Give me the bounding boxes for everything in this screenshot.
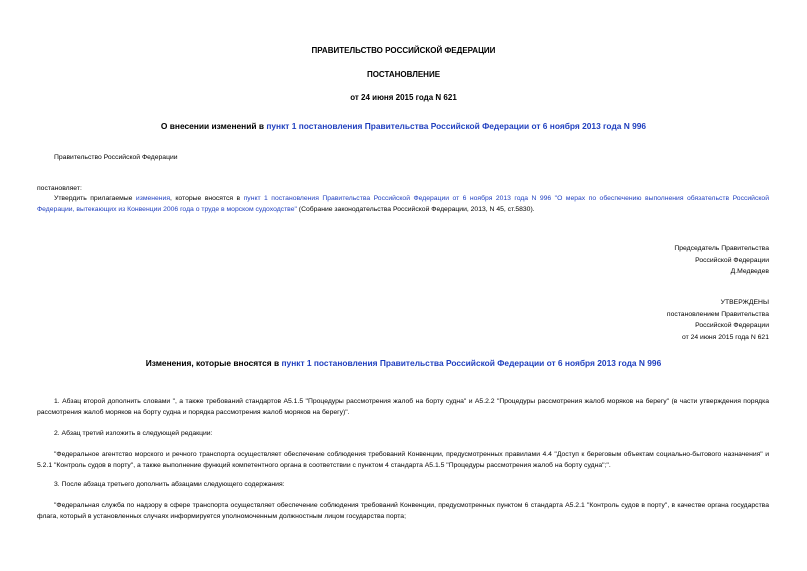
- document-title-prefix: О внесении изменений в: [160, 121, 267, 131]
- approve-paragraph: [37, 193, 769, 215]
- item-2: 2. Абзац третий изложить в следующей редакции:: [54, 430, 213, 437]
- item-3: 3. После абзаца третьего дополнить абзацами следующего содержания:: [54, 481, 285, 488]
- preamble-decrees: постановляет:: [37, 185, 82, 192]
- signature-line-3: Д.Медведев: [730, 268, 769, 275]
- changes-title-link[interactable]: пункт 1 постановления Правительства Российской Федерации от 6 ноября 2013 года N 996: [281, 358, 662, 368]
- document-date: от 24 июня 2015 года N 621: [350, 93, 457, 102]
- changes-title: [0, 358, 807, 368]
- approve-text-1: Утвердить прилагаемые: [54, 195, 136, 202]
- item-2-quote: "Федеральное агентство морского и речного транспорта осуществляет обеспечение соблюдения требований Конвенции, предусмотренных правилами 4.4 "Доступ к береговым объектам социально-бытового назначения" и 5.2.1 "Контроль судов в порту", а также выполнение функций компетентного органа в соответствии с пунктом 4 стандарта А5.1.5 "Процедуры рассмотрения жалоб на борту судна";".: [37, 451, 769, 469]
- signature-line-2: Российской Федерации: [695, 256, 769, 264]
- approved-line-3: Российской Федерации: [695, 322, 769, 329]
- document-title-link[interactable]: пункт 1 постановления Правительства Российской Федерации от 6 ноября 2013 года N 996: [266, 121, 647, 131]
- changes-link[interactable]: изменения: [135, 195, 171, 202]
- approve-text-3: (Собрание законодательства Российской Федерации, 2013, N 45, ст.5830).: [296, 206, 535, 213]
- preamble-gov-name: Правительство Российской Федерации: [54, 154, 178, 161]
- government-heading: ПРАВИТЕЛЬСТВО РОССИЙСКОЙ ФЕДЕРАЦИИ: [311, 46, 496, 55]
- changes-title-prefix: Изменения, которые вносятся в: [145, 358, 282, 368]
- approved-line-1: УТВЕРЖДЕНЫ: [720, 299, 769, 306]
- approved-line-4: от 24 июня 2015 года N 621: [681, 333, 769, 341]
- approved-line-2: постановлением Правительства: [666, 310, 769, 318]
- document-type: ПОСТАНОВЛЕНИЕ: [366, 70, 441, 79]
- signature-line-1: Председатель Правительства: [674, 245, 769, 252]
- item-3-quote: "Федеральная служба по надзору в сфере транспорта осуществляет обеспечение соблюдения требований Конвенции, предусмотренных пунктом 6 стандарта А5.2.1 "Контроль судов в порту", в качестве органа государства флага, который в установленных случаях информируется уполномоченным должностным лицом государства порта;: [37, 502, 769, 520]
- approved-block: [667, 297, 769, 343]
- signature-block: [674, 243, 769, 278]
- approve-text-2: , которые вносятся в: [170, 195, 244, 202]
- decree-996-link[interactable]: пункт 1 постановления Правительства Российской Федерации от 6 ноября 2013 года N 996 "О мерах по обеспечению выполнения обязательств Российской Федерации, вытекающих из Конвенции 2006 года о труде в морском судоходстве": [37, 195, 769, 213]
- document-title: [0, 121, 807, 131]
- item-1: 1. Абзац второй дополнить словами ", а также требований стандартов А5.1.5 "Процедуры рассмотрения жалоб на борту судна" и А5.2.2 "Процедуры рассмотрения жалоб моряков на берегу" (в части утверждения порядка рассмотрения жалоб моряков на борту судна и порядка рассмотрения жалоб моряков на берегу)".: [37, 398, 769, 416]
